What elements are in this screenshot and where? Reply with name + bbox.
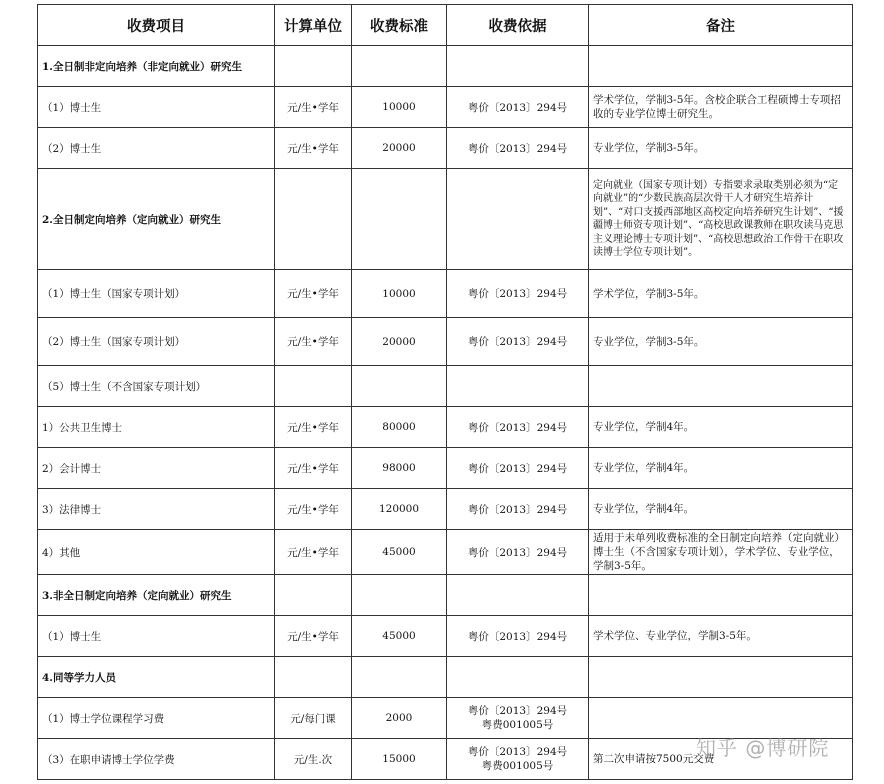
item-cell: 2）会计博士 [38, 448, 275, 489]
note-cell: 专业学位，学制3-5年。 [589, 318, 853, 366]
header-row [38, 5, 853, 46]
unit-cell [275, 366, 352, 407]
table-row [38, 128, 853, 169]
table-row [38, 616, 853, 657]
basis-cell: 粤价〔2013〕294号 [447, 87, 589, 128]
basis-line: 粤价〔2013〕294号 [467, 705, 568, 717]
standard-cell: 10000 [352, 270, 447, 318]
unit-cell [275, 575, 352, 616]
standard-cell: 20000 [352, 318, 447, 366]
note-cell: 适用于未单列收费标准的全日制定向培养（定向就业）博士生（不含国家专项计划），学术学位、专业学位，学制3-5年。 [589, 530, 853, 575]
standard-cell: 80000 [352, 407, 447, 448]
note-cell: 专业学位，学制4年。 [589, 448, 853, 489]
note-cell [589, 575, 853, 616]
basis-cell [447, 366, 589, 407]
unit-cell [275, 46, 352, 87]
header-unit: 计算单位 [275, 5, 352, 46]
item-cell: 1）公共卫生博士 [38, 407, 275, 448]
basis-cell [447, 698, 589, 739]
basis-line: 粤费001005号 [481, 719, 554, 731]
table-row [38, 698, 853, 739]
item-cell: （1）博士生 [38, 87, 275, 128]
basis-cell [447, 657, 589, 698]
standard-cell: 45000 [352, 530, 447, 575]
standard-cell [352, 366, 447, 407]
standard-cell [352, 575, 447, 616]
unit-cell: 元/生•学年 [275, 270, 352, 318]
standard-cell [352, 169, 447, 270]
table-row [38, 407, 853, 448]
header-basis: 收费依据 [447, 5, 589, 46]
basis-cell: 粤价〔2013〕294号 [447, 270, 589, 318]
note-cell: 第二次申请按7500元交费 [589, 739, 853, 780]
item-cell: 4）其他 [38, 530, 275, 575]
unit-cell: 元/生•学年 [275, 407, 352, 448]
item-cell: （2）博士生 [38, 128, 275, 169]
unit-cell [275, 657, 352, 698]
item-cell: （1）博士学位课程学习费 [38, 698, 275, 739]
unit-cell: 元/生•学年 [275, 318, 352, 366]
header-item: 收费项目 [38, 5, 275, 46]
section-title: 1.全日制非定向培养（非定向就业）研究生 [38, 46, 275, 87]
basis-cell: 粤价〔2013〕294号 [447, 616, 589, 657]
standard-cell: 20000 [352, 128, 447, 169]
table-row [38, 448, 853, 489]
basis-cell [447, 169, 589, 270]
section-title: 4.同等学力人员 [38, 657, 275, 698]
unit-cell: 元/生•学年 [275, 616, 352, 657]
note-cell: 专业学位，学制4年。 [589, 489, 853, 530]
basis-cell: 粤价〔2013〕294号 [447, 530, 589, 575]
note-cell: 定向就业（国家专项计划）专指要求录取类别必须为“定向就业”的“少数民族高层次骨干人才研究生培养计划”、“对口支援西部地区高校定向培养研究生计划”、“援疆博士师资专项计划”、“高校思政课教师在职攻读马克思主义理论博士专项计划”、“高校思想政治工作骨干在职攻读博士学位专项计划”。 [589, 169, 853, 270]
item-cell: （1）博士生 [38, 616, 275, 657]
unit-cell: 元/每门课 [275, 698, 352, 739]
basis-cell: 粤价〔2013〕294号 [447, 407, 589, 448]
note-cell [589, 698, 853, 739]
header-standard: 收费标准 [352, 5, 447, 46]
basis-cell: 粤价〔2013〕294号 [447, 448, 589, 489]
note-cell: 学术学位，学制3-5年。 [589, 270, 853, 318]
standard-cell [352, 46, 447, 87]
note-cell: 学术学位、专业学位，学制3-5年。 [589, 616, 853, 657]
table-row [38, 270, 853, 318]
header-note: 备注 [589, 5, 853, 46]
item-cell: （5）博士生（不含国家专项计划） [38, 366, 275, 407]
unit-cell: 元/生•学年 [275, 87, 352, 128]
note-cell: 专业学位，学制4年。 [589, 407, 853, 448]
section-row [38, 46, 853, 87]
basis-cell: 粤价〔2013〕294号 [447, 128, 589, 169]
basis-cell: 粤价〔2013〕294号 [447, 318, 589, 366]
section-title: 2.全日制定向培养（定向就业）研究生 [38, 169, 275, 270]
basis-cell [447, 739, 589, 780]
unit-cell: 元/生•学年 [275, 489, 352, 530]
unit-cell: 元/生•学年 [275, 128, 352, 169]
section-row [38, 657, 853, 698]
note-cell [589, 657, 853, 698]
item-cell: （1）博士生（国家专项计划） [38, 270, 275, 318]
table-row [38, 530, 853, 575]
watermark-text: 知乎 @博研院 [696, 736, 830, 760]
standard-cell: 15000 [352, 739, 447, 780]
basis-line: 粤价〔2013〕294号 [467, 746, 568, 758]
note-cell [589, 46, 853, 87]
table-row [38, 87, 853, 128]
section-row [38, 575, 853, 616]
standard-cell: 2000 [352, 698, 447, 739]
item-cell: （3）在职申请博士学位学费 [38, 739, 275, 780]
basis-line: 粤费001005号 [481, 760, 554, 772]
basis-cell [447, 46, 589, 87]
note-cell: 学术学位，学制3-5年。含校企联合工程硕博士专项招收的专业学位博士研究生。 [589, 87, 853, 128]
unit-cell: 元/生•学年 [275, 530, 352, 575]
standard-cell: 45000 [352, 616, 447, 657]
standard-cell [352, 657, 447, 698]
unit-cell: 元/生•学年 [275, 448, 352, 489]
standard-cell: 120000 [352, 489, 447, 530]
item-cell: （2）博士生（国家专项计划） [38, 318, 275, 366]
table-row [38, 739, 853, 780]
fee-table [37, 4, 853, 780]
note-cell: 专业学位，学制3-5年。 [589, 128, 853, 169]
basis-cell [447, 575, 589, 616]
table-row [38, 318, 853, 366]
table-row [38, 489, 853, 530]
unit-cell [275, 169, 352, 270]
note-cell [589, 366, 853, 407]
unit-cell: 元/生.次 [275, 739, 352, 780]
section-row [38, 169, 853, 270]
standard-cell: 10000 [352, 87, 447, 128]
table-row [38, 366, 853, 407]
item-cell: 3）法律博士 [38, 489, 275, 530]
section-title: 3.非全日制定向培养（定向就业）研究生 [38, 575, 275, 616]
standard-cell: 98000 [352, 448, 447, 489]
basis-cell: 粤价〔2013〕294号 [447, 489, 589, 530]
